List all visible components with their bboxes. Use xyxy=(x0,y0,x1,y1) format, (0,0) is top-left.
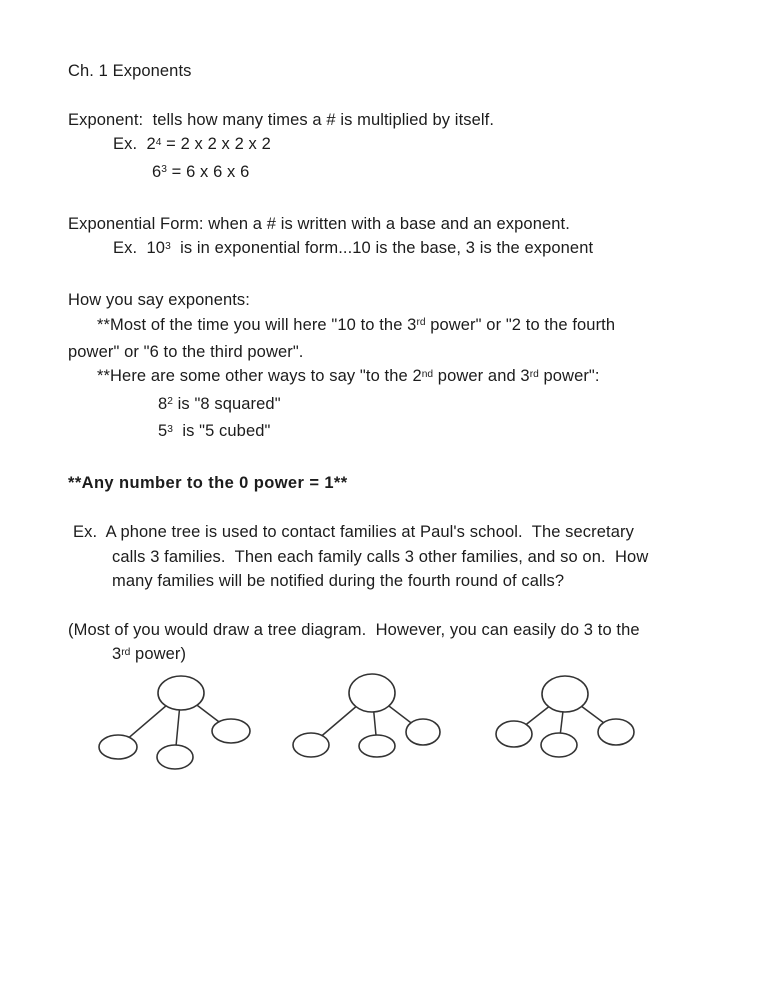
blank-line xyxy=(68,187,748,211)
blank-line xyxy=(68,264,748,288)
superscript: 3 xyxy=(167,423,173,435)
text-line: Ex. $10^3$ is in exponential form...10 is the base, 3 is the exponent xyxy=(113,239,594,258)
tree-child-node xyxy=(293,733,329,757)
text-line: calls 3 families. Then each family calls 3 other families, and so on. How xyxy=(112,547,649,566)
tree-child-node xyxy=(496,721,532,747)
text-line: How you say exponents: xyxy=(68,291,250,310)
tree-parent-node xyxy=(158,676,204,710)
text-line: $6^3 = 6$ x 6 x 6 xyxy=(152,162,250,181)
tree-branch-line xyxy=(559,694,565,745)
tree-child-node xyxy=(541,733,577,757)
text-line: $5^3$ is "5 cubed" xyxy=(158,422,271,441)
text-line: Ex. $2^4 = 2$ x 2 x 2 x 2 xyxy=(113,135,271,154)
superscript: 3 xyxy=(161,164,167,176)
tree-branch-line xyxy=(565,694,616,732)
text-line: $8^2$ is "8 squared" xyxy=(158,394,281,413)
blank-line xyxy=(68,496,748,520)
tree-parent-node xyxy=(542,676,588,712)
tree-child-node xyxy=(212,719,250,743)
tree-branch-line xyxy=(118,693,181,747)
tree-branch-line xyxy=(372,693,423,732)
superscript: 4 xyxy=(155,136,162,148)
superscript: 3 xyxy=(165,240,171,252)
text-line: **Most of the time you will here "10 to the 3rd power" or "2 to the fourth xyxy=(97,315,616,334)
blank-line xyxy=(68,594,748,618)
superscript: nd xyxy=(421,368,434,380)
superscript: rd xyxy=(529,368,539,380)
text-line: (Most of you would draw a tree diagram. However, you can easily do 3 to the xyxy=(68,620,640,639)
tree-branch-line xyxy=(181,693,231,731)
text-line: 3rd power) xyxy=(112,645,187,664)
tree-branch-line xyxy=(514,694,565,734)
tree xyxy=(496,676,634,757)
text-line: power" or "6 to the third power". xyxy=(68,342,304,361)
superscript: rd xyxy=(121,646,131,658)
superscript: 2 xyxy=(167,396,173,408)
text-line: Ch. 1 Exponents xyxy=(68,62,192,80)
tree-branch-line xyxy=(175,693,181,757)
tree-parent-node xyxy=(349,674,395,712)
text-line: Ex. A phone tree is used to contact families at Paul's school. The secretary xyxy=(73,523,634,542)
text-line: **Any number to the 0 power = 1** xyxy=(68,474,348,493)
document-lines xyxy=(68,59,748,670)
superscript: rd xyxy=(416,316,426,328)
tree-branch-line xyxy=(372,693,377,746)
blank-line xyxy=(68,83,748,107)
tree-branch-line xyxy=(311,693,372,745)
text-line: many families will be notified during the fourth round of calls? xyxy=(112,572,565,591)
tree xyxy=(293,674,440,757)
tree-child-node xyxy=(598,719,634,745)
tree xyxy=(99,676,250,769)
text-line: **Here are some other ways to say "to the 2nd power and 3rd power": xyxy=(97,367,600,386)
tree-child-node xyxy=(406,719,440,745)
tree-child-node xyxy=(359,735,395,757)
text-line: Exponential Form: when a # is written with a base and an exponent. xyxy=(68,214,570,233)
tree-child-node xyxy=(99,735,137,759)
text-line: Exponent: tells how many times a # is multiplied by itself. xyxy=(68,110,495,129)
blank-line xyxy=(68,447,748,471)
tree-child-node xyxy=(157,745,193,769)
